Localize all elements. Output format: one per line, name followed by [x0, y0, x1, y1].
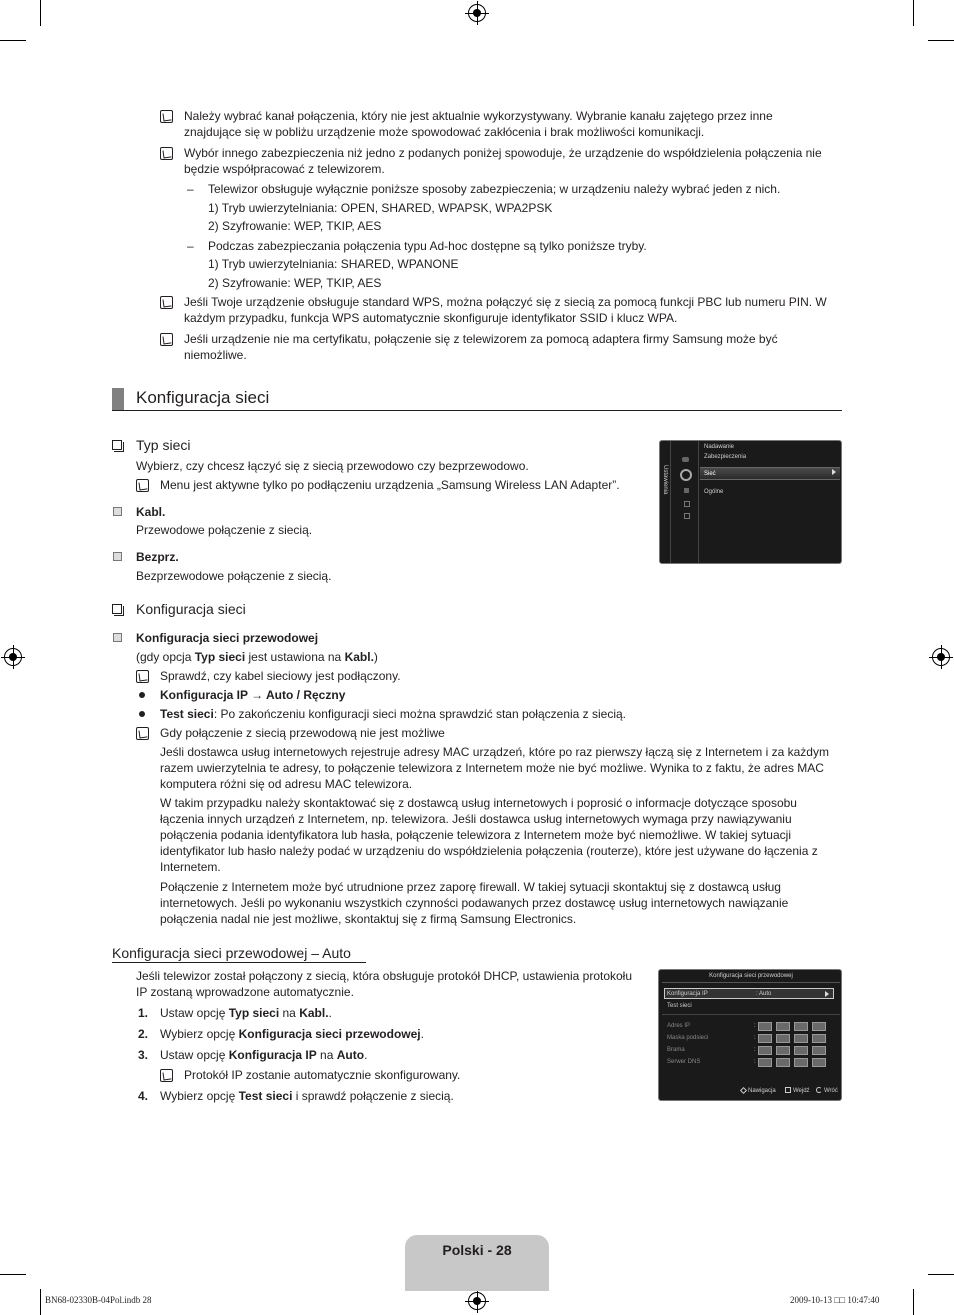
dash: –	[187, 239, 194, 253]
tv-row-label: Konfiguracja IP	[667, 991, 708, 997]
tv-hint: Wróć	[824, 1088, 838, 1094]
arrow-right-icon	[832, 469, 836, 475]
bullet-text: Test sieci: Po zakończeniu konfiguracji sieci można sprawdzić stan połączenia z siecią.	[160, 707, 627, 721]
footer-file: BN68-02330B-04Pol.indb 28	[45, 1295, 152, 1305]
tv-row-label: Test sieci	[667, 1003, 692, 1009]
page-label: Polski - 28	[442, 1242, 512, 1258]
tv-icon	[684, 488, 689, 493]
tv-menu-item-selected	[700, 467, 840, 480]
tv-screen-title: Konfiguracja sieci przewodowej	[709, 973, 793, 979]
ip-octet-field	[776, 1022, 790, 1031]
tv-field-label: Maska podsieci	[667, 1035, 709, 1041]
tv-colon: :	[754, 1035, 756, 1041]
ip-octet-field	[794, 1034, 808, 1043]
subsection-heading: Typ sieci	[136, 437, 191, 453]
ip-octet-field	[794, 1046, 808, 1055]
tv-icon	[682, 457, 689, 462]
section-title: Konfiguracja sieci	[136, 388, 270, 407]
square-bullet-icon	[113, 552, 122, 561]
dash-line: 1) Tryb uwierzytelniania: OPEN, SHARED, WPAPSK, WPA2PSK	[208, 201, 553, 215]
paragraph: Jeśli telewizor został połączony z siecią, która obsługuje protokół DHCP, ustawienia protokołu IP zostaną wprowadzone automatycznie.	[136, 969, 633, 999]
registration-mark-icon	[468, 4, 486, 22]
section-marker	[112, 388, 124, 410]
ip-octet-field	[812, 1058, 826, 1067]
tv-hint: Wejdź	[793, 1088, 810, 1094]
section-rule	[112, 410, 842, 411]
note-icon	[136, 670, 149, 683]
ip-octet-field	[812, 1046, 826, 1055]
option-label: Bezprz.	[136, 550, 179, 564]
step-number: 1.	[138, 1006, 149, 1020]
note-text: Protokół IP zostanie automatycznie skonfigurowany.	[184, 1068, 461, 1082]
tv-icon	[684, 501, 690, 507]
note-text: Jeśli urządzenie nie ma certyfikatu, połączenie się z telewizorem za pomocą adaptera firmy Samsung może być niemożliwe.	[184, 332, 778, 362]
note-text: Jeśli Twoje urządzenie obsługuje standard WPS, można połączyć się z siecią za pomocą funkcji PBC lub numeru PIN. W każdym przypadku, funkcja WPS automatycznie skonfiguruje identyfikator SSID i klucz WPA.	[184, 295, 827, 325]
checkbox-bullet-icon	[112, 604, 122, 614]
dash-line: 2) Szyfrowanie: WEP, TKIP, AES	[208, 219, 382, 233]
step-number: 3.	[138, 1048, 149, 1062]
ip-octet-field	[776, 1058, 790, 1067]
square-bullet-icon	[113, 633, 122, 642]
dash-line: 1) Tryb uwierzytelniania: SHARED, WPANONE	[208, 257, 459, 271]
note-icon	[136, 479, 149, 492]
paragraph: W takim przypadku należy skontaktować się z dostawcą usług internetowych i poprosić o informacje dotyczące sposobu łączenia innych urządzeń z Internetem, np. telewizora. Jeśli dostawca usług internetowych wymaga przy nawiązywaniu połączenia podania identyfikatora lub hasła, połączenie telewizora z Internetem może być niemożliwe. W takiej sytuacji identyfikator lub hasło należy podać w urządzeniu do współdzielenia połączenia (routerze), które jest używane do łączenia z Internetem.	[160, 796, 818, 874]
tv-wired-config-screenshot	[658, 969, 842, 1101]
option-label: Kabl.	[136, 505, 166, 519]
tv-colon: :	[754, 1059, 756, 1065]
crop-mark	[928, 1274, 954, 1275]
crop-mark	[0, 40, 26, 41]
ip-octet-field	[812, 1022, 826, 1031]
note-text: Gdy połączenie z siecią przewodową nie jest możliwe	[160, 726, 445, 740]
crop-mark	[913, 1289, 914, 1315]
step-number: 4.	[138, 1089, 149, 1103]
return-icon	[816, 1087, 822, 1093]
ip-octet-field	[758, 1046, 772, 1055]
tv-side-label: Ustawienia	[662, 465, 668, 495]
registration-mark-icon	[932, 648, 950, 666]
paragraph: Połączenie z Internetem może być utrudnione przez zaporę firewall. W takiej sytuacji skontaktuj się z dostawcą usług internetowych. Jeśli po wykonaniu wszystkich czynności podawanych przez dostawcę usług internetowych nawiązanie połączenia nadal nie jest możliwe, skontaktuj się z firmą Samsung Electronics.	[160, 880, 789, 926]
option-desc: Przewodowe połączenie z siecią.	[136, 523, 313, 537]
footer-timestamp: 2009-10-13 □□ 10:47:40	[790, 1295, 880, 1305]
tv-colon: :	[754, 1023, 756, 1029]
option-desc: Bezprzewodowe połączenie z siecią.	[136, 569, 332, 583]
note-icon	[160, 147, 173, 160]
ip-octet-field	[794, 1022, 808, 1031]
tv-menu-screenshot	[659, 440, 842, 564]
tv-menu-item: Zabezpieczenia	[704, 454, 747, 460]
crop-mark	[40, 0, 41, 26]
arrow-right-icon	[825, 991, 829, 997]
note-text: Należy wybrać kanał połączenia, który nie jest aktualnie wykorzystywany. Wybranie kanału zajętego przez inne znajdujące się w pobliżu urządzenie może spowodować zakłócenia i brak możliwości komunikacji.	[184, 109, 773, 139]
subheading-underlined: Konfiguracja sieci przewodowej – Auto	[112, 945, 351, 961]
tv-field-label: Adres IP	[667, 1023, 691, 1029]
condition-text: (gdy opcja Typ sieci jest ustawiona na Kabl.)	[136, 650, 378, 664]
crop-mark	[0, 1274, 26, 1275]
registration-mark-icon	[4, 648, 22, 666]
bullet-text: Konfiguracja IP → Auto / Ręczny	[160, 688, 346, 702]
ip-octet-field	[758, 1022, 772, 1031]
paragraph: Wybierz, czy chcesz łączyć się z siecią przewodowo czy bezprzewodowo.	[136, 459, 529, 473]
bullet-icon	[139, 692, 145, 698]
ip-octet-field	[776, 1034, 790, 1043]
note-text: Wybór innego zabezpieczenia niż jedno z podanych poniżej spowoduje, że urządzenie do współdzielenia połączenia nie będzie współpracować z telewizorem.	[184, 146, 822, 176]
note-icon	[160, 333, 173, 346]
note-text: Sprawdź, czy kabel sieciowy jest podłączony.	[160, 669, 401, 683]
note-text: Menu jest aktywne tylko po podłączeniu urządzenia „Samsung Wireless LAN Adapter”.	[160, 478, 620, 492]
registration-mark-icon	[468, 1292, 486, 1310]
step-text: Ustaw opcję Typ sieci na Kabl..	[160, 1006, 332, 1020]
step-number: 2.	[138, 1027, 149, 1041]
tv-hint: Nawigacja	[748, 1088, 776, 1094]
ip-octet-field	[812, 1034, 826, 1043]
checkbox-bullet-icon	[112, 440, 122, 450]
tv-field-label: Serwer DNS	[667, 1059, 701, 1065]
subsection-heading: Konfiguracja sieci	[136, 601, 246, 617]
tv-icon	[684, 513, 690, 519]
tv-field-label: Brama	[667, 1047, 685, 1053]
dash-text: Telewizor obsługuje wyłącznie poniższe sposoby zabezpieczenia; w urządzeniu należy wybrać jeden z nich.	[208, 182, 781, 196]
ip-octet-field	[758, 1034, 772, 1043]
step-text: Wybierz opcję Konfiguracja sieci przewodowej.	[160, 1027, 424, 1041]
paragraph: Jeśli dostawca usług internetowych rejestruje adresy MAC urządzeń, które po raz pierwszy łączą się z Internetem i za każdym razem uwierzytelnia te adresy, to połączenie telewizora z Internetem może nie być możliwe. Wynika to z faktu, że adres MAC komputera różni się od adresu MAC telewizora.	[160, 745, 829, 791]
crop-mark	[913, 0, 914, 26]
option-label: Konfiguracja sieci przewodowej	[136, 631, 319, 645]
dash: –	[187, 182, 194, 196]
crop-mark	[40, 1289, 41, 1315]
gear-icon	[680, 469, 692, 481]
note-icon	[136, 727, 149, 740]
step-text: Ustaw opcję Konfiguracja IP na Auto.	[160, 1048, 368, 1062]
ip-octet-field	[794, 1058, 808, 1067]
navigate-icon	[740, 1087, 747, 1094]
tv-menu-item: Nadawanie	[704, 444, 735, 450]
ip-octet-field	[758, 1058, 772, 1067]
crop-mark	[928, 40, 954, 41]
step-text: Wybierz opcję Test sieci i sprawdź połączenie z siecią.	[160, 1089, 454, 1103]
bullet-icon	[139, 711, 145, 717]
tv-colon: :	[754, 1047, 756, 1053]
note-icon	[160, 296, 173, 309]
tv-menu-item: Sieć	[704, 471, 716, 477]
square-bullet-icon	[113, 507, 122, 516]
enter-icon	[785, 1087, 791, 1093]
ip-octet-field	[776, 1046, 790, 1055]
heading-underline	[112, 962, 366, 963]
tv-menu-item: Ogólne	[704, 489, 724, 495]
tv-row-value: : Auto	[756, 991, 772, 997]
dash-text: Podczas zabezpieczania połączenia typu Ad-hoc dostępne są tylko poniższe tryby.	[208, 239, 647, 253]
note-icon	[160, 110, 173, 123]
note-icon	[160, 1069, 173, 1082]
dash-line: 2) Szyfrowanie: WEP, TKIP, AES	[208, 276, 382, 290]
